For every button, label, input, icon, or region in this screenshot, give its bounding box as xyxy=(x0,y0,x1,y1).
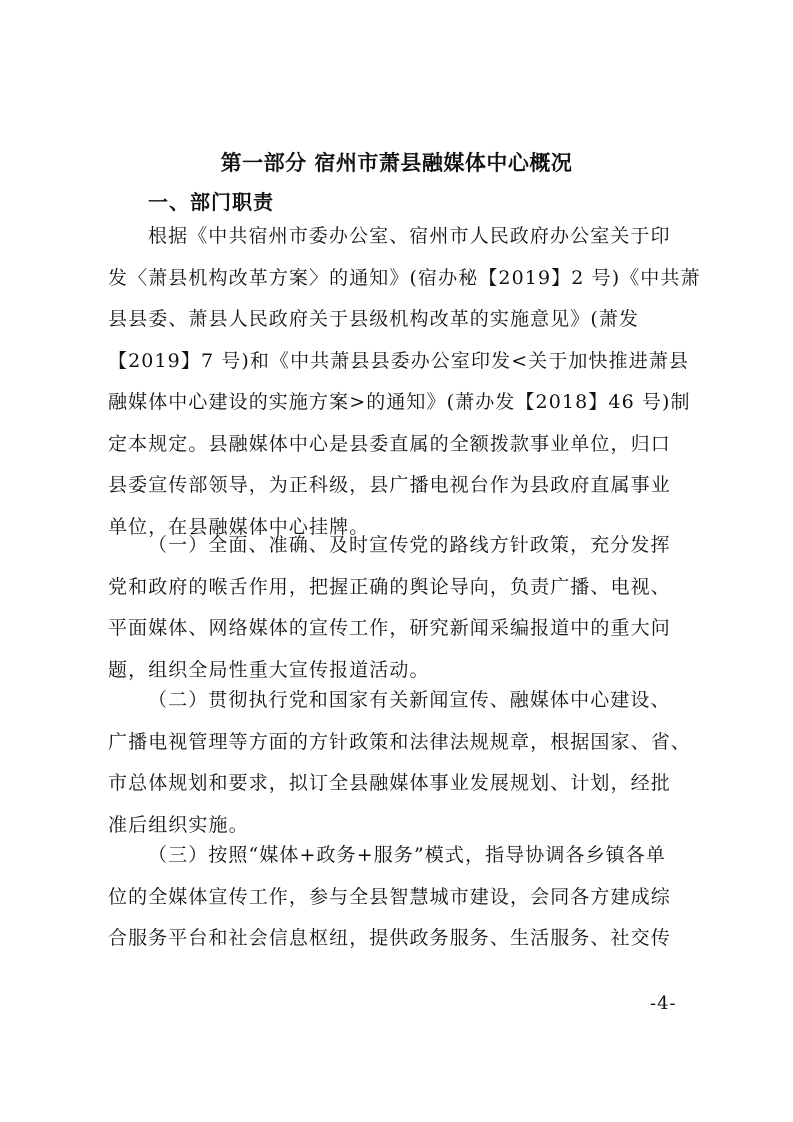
paragraph-line: （二）贯彻执行党和国家有关新闻宣传、融媒体中心建设、 xyxy=(148,689,671,711)
paragraph-line: 市总体规划和要求，拟订全县融媒体事业发展规划、计划，经批 xyxy=(108,772,671,794)
paragraph-line: 平面媒体、网络媒体的宣传工作，研究新闻采编报道中的重大问 xyxy=(108,617,671,639)
paragraph-2 xyxy=(108,525,690,691)
paragraph-3 xyxy=(108,680,690,846)
paragraph-line: 位的全媒体宣传工作，参与全县智慧城市建设，会同各方建成综 xyxy=(108,885,671,908)
section-heading: 一、部门职责 xyxy=(148,190,274,214)
paragraph-line: 题，组织全局性重大宣传报道活动。 xyxy=(108,658,430,681)
document-title: 第一部分 宿州市萧县融媒体中心概况 xyxy=(220,151,573,175)
paragraph-line: 定本规定。县融媒体中心是县委直属的全额拨款事业单位，归口 xyxy=(108,432,671,455)
page-number: -4- xyxy=(650,993,677,1014)
paragraph-line: 【2019】7 号)和《中共萧县县委办公室印发<关于加快推进萧县 xyxy=(108,349,690,372)
paragraph-line: 发〈萧县机构改革方案〉的通知》(宿办秘【2019】2 号)《中共萧 xyxy=(108,266,701,289)
paragraph-line: 合服务平台和社会信息枢纽，提供政务服务、生活服务、社交传 xyxy=(108,927,671,949)
paragraph-line: 党和政府的喉舌作用，把握正确的舆论导向，负责广播、电视、 xyxy=(108,575,671,598)
paragraph-line: （三）按照“媒体+政务+服务”模式，指导协调各乡镇各单 xyxy=(148,844,666,866)
paragraph-line: 准后组织实施。 xyxy=(108,813,249,836)
paragraph-line: 广播电视管理等方面的方针政策和法律法规规章，根据国家、省、 xyxy=(108,730,691,753)
paragraph-line: 根据《中共宿州市委办公室、宿州市人民政府办公室关于印 xyxy=(148,225,671,247)
paragraph-1 xyxy=(108,216,701,548)
paragraph-line: 单位，在县融媒体中心挂牌。 xyxy=(108,515,370,538)
paragraph-line: （一）全面、准确、及时宣传党的路线方针政策，充分发挥 xyxy=(148,534,671,556)
paragraph-line: 融媒体中心建设的实施方案>的通知》(萧办发【2018】46 号)制 xyxy=(108,391,691,413)
paragraph-line: 县县委、萧县人民政府关于县级机构改革的实施意见》(萧发 xyxy=(108,308,640,330)
paragraph-4 xyxy=(108,835,690,960)
paragraph-line: 县委宣传部领导，为正科级，县广播电视台作为县政府直属事业 xyxy=(108,474,671,496)
